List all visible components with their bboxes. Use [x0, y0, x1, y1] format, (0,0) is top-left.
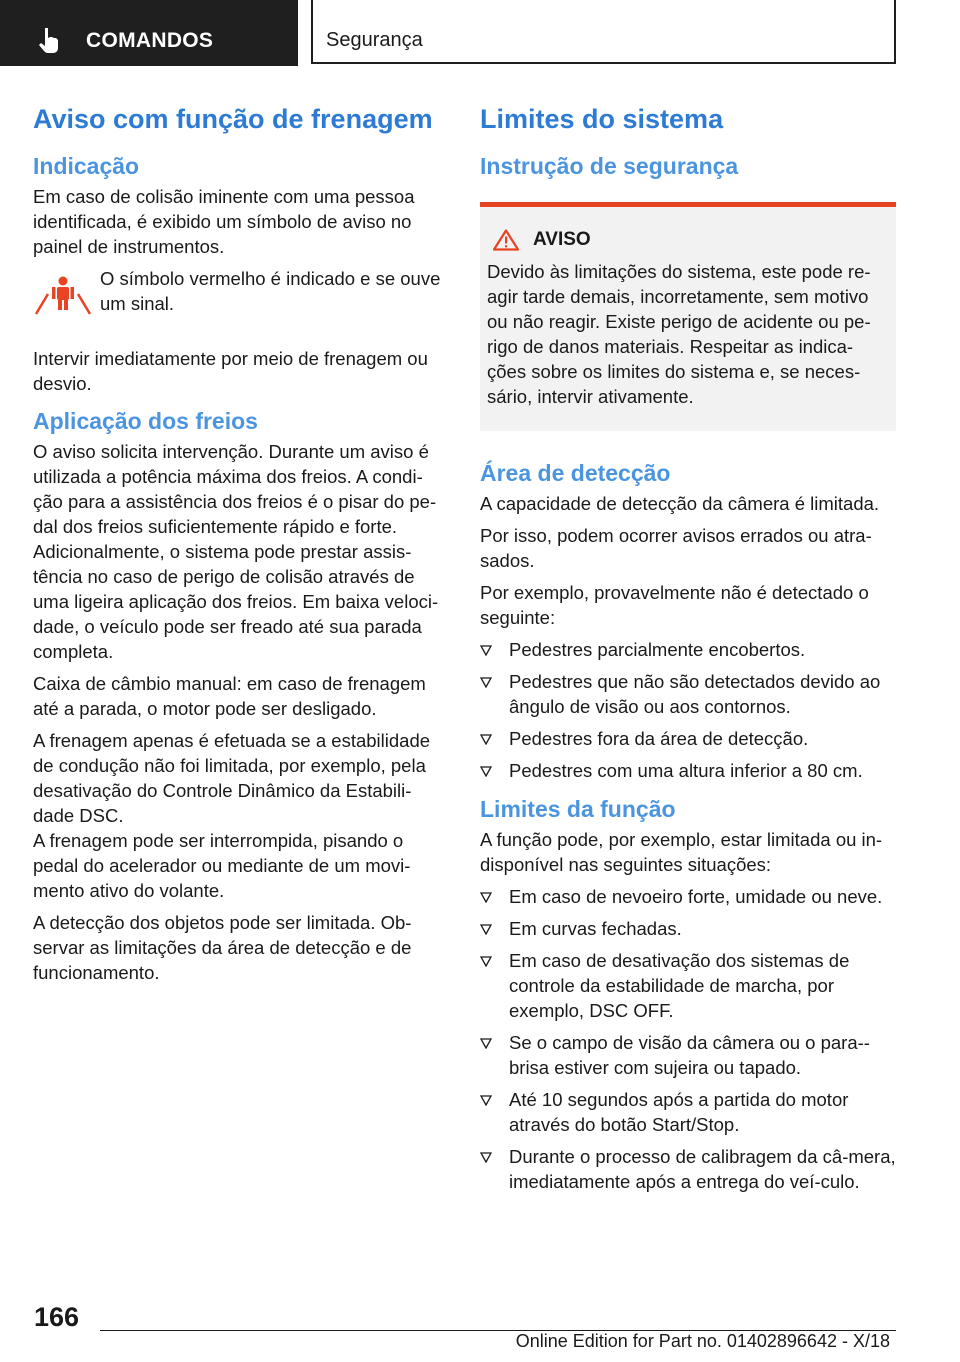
- bullet-triangle-icon: [480, 677, 492, 688]
- list-item-text: Se o campo de visão da câmera ou o para‐-brisa estiver com sujeira ou tapado.: [509, 1032, 870, 1078]
- warning-triangle-icon: [493, 229, 519, 251]
- page-number: 166: [34, 1302, 80, 1332]
- page-footer: [0, 1290, 960, 1362]
- list-item: [480, 726, 896, 751]
- right-column: [480, 96, 896, 1202]
- aplicacao-text-2: Adicionalmente, o sistema pode prestar assis‐tência no caso de perigo de colisão através de uma ligeira aplicação dos freios. Em baixa veloci‐dade, o veículo pode ser freado até sua parada completa.: [33, 541, 439, 662]
- interrupcao-text: A frenagem pode ser interrompida, pisando o pedal do acelerador ou mediante de um movi‐mento ativo do volante.: [33, 830, 411, 901]
- area-deteccao-heading: Área de detecção: [480, 460, 671, 486]
- warning-box: [480, 202, 896, 431]
- left-title: Aviso com função de frenagem: [33, 104, 433, 134]
- warning-text: Devido às limitações do sistema, este pode re‐agir tarde demais, incorretamente, sem motivo ou não reagir. Existe perigo de acidente ou pe‐rigo de danos materiais. Respeitar as indica‐ções sobre os limites do sistema e, se neces‐sário, intervir ativamente.: [487, 261, 871, 407]
- list-item-text: Em caso de desativação dos sistemas de controle da estabilidade de marcha, por exemplo, DSC OFF.: [509, 950, 850, 1021]
- list-item-text: Pedestres que não são detectados devido ao ângulo de visão ou aos contornos.: [509, 671, 881, 717]
- bullet-triangle-icon: [480, 956, 492, 967]
- aplicacao-heading: Aplicação dos freios: [33, 408, 258, 434]
- list-item-text: Em curvas fechadas.: [509, 918, 682, 939]
- aplicacao-text-1: O aviso solicita intervenção. Durante um aviso é utilizada a potência máxima dos freios. A condi‐ção para a assistência dos freios é o pisar do pe‐dal dos freios suficientemente rápido e forte.: [33, 441, 437, 537]
- bullet-triangle-icon: [480, 1095, 492, 1106]
- warning-title: [487, 229, 888, 251]
- bullet-triangle-icon: [480, 1038, 492, 1049]
- warning-symbol-row: [33, 266, 451, 336]
- bullet-triangle-icon: [480, 734, 492, 745]
- indicacao-heading: Indicação: [33, 153, 140, 179]
- section-label: COMANDOS: [86, 29, 214, 52]
- list-item-text: Durante o processo de calibragem da câ‐mera, imediatamente após a entrega do veí‐culo.: [509, 1146, 896, 1192]
- page-header: [0, 0, 960, 66]
- deteccao-p3: Por exemplo, provavelmente não é detectado o seguinte:: [480, 582, 869, 628]
- right-title: Limites do sistema: [480, 104, 724, 134]
- instrucao-heading: Instrução de segurança: [480, 153, 739, 179]
- limites-funcao-heading: Limites da função: [480, 796, 676, 822]
- bullet-triangle-icon: [480, 645, 492, 656]
- list-item: [480, 1087, 896, 1137]
- bullet-triangle-icon: [480, 766, 492, 777]
- bullet-triangle-icon: [480, 924, 492, 935]
- list-item: [480, 637, 896, 662]
- left-column: [33, 96, 451, 992]
- list-item: [480, 669, 896, 719]
- indicacao-text: Em caso de colisão iminente com uma pessoa identificada, é exibido um símbolo de aviso no painel de instrumentos.: [33, 186, 415, 257]
- bullet-triangle-icon: [480, 892, 492, 903]
- section-tab: [0, 0, 298, 66]
- deteccao-list: [480, 637, 896, 783]
- list-item-text: Em caso de nevoeiro forte, umidade ou neve.: [509, 886, 883, 907]
- list-item: [480, 884, 896, 909]
- list-item: [480, 1030, 896, 1080]
- chapter-label: Segurança: [326, 29, 423, 51]
- list-item-text: Pedestres fora da área de detecção.: [509, 728, 809, 749]
- warning-label: AVISO: [533, 229, 591, 250]
- estabilidade-text: A frenagem apenas é efetuada se a estabilidade de condução não foi limitada, por exemplo, pela desativação do Controle Dinâmico da Estabili‐dade DSC.: [33, 730, 431, 826]
- hand-pointer-icon: [38, 26, 62, 54]
- list-item: [480, 758, 896, 783]
- deteccao-limit-text: A detecção dos objetos pode ser limitada. Ob‐servar as limitações da área de detecção e de funcionamento.: [33, 912, 412, 983]
- list-item: [480, 948, 896, 1023]
- list-item-text: Pedestres parcialmente encobertos.: [509, 639, 806, 660]
- intervir-text: Intervir imediatamente por meio de frenagem ou desvio.: [33, 348, 428, 394]
- pedestrian-warning-icon: [35, 274, 91, 318]
- cambio-text: Caixa de câmbio manual: em caso de frenagem até a parada, o motor pode ser desligado.: [33, 673, 426, 719]
- edition-text: Online Edition for Part no. 01402896642 - X/18: [515, 1331, 890, 1351]
- list-item-text: Até 10 segundos após a partida do motor através do botão Start/Stop.: [509, 1089, 849, 1135]
- chapter-tab: [311, 0, 896, 64]
- list-item-text: Pedestres com uma altura inferior a 80 cm.: [509, 760, 863, 781]
- symbol-description: O símbolo vermelho é indicado e se ouve um sinal.: [100, 268, 441, 314]
- funcao-text: A função pode, por exemplo, estar limitada ou in‐disponível nas seguintes situações:: [480, 829, 883, 875]
- list-item: [480, 1144, 896, 1194]
- bullet-triangle-icon: [480, 1152, 492, 1163]
- funcao-list: [480, 884, 896, 1194]
- deteccao-p2: Por isso, podem ocorrer avisos errados ou atra‐sados.: [480, 525, 872, 571]
- deteccao-p1: A capacidade de detecção da câmera é limitada.: [480, 493, 880, 514]
- list-item: [480, 916, 896, 941]
